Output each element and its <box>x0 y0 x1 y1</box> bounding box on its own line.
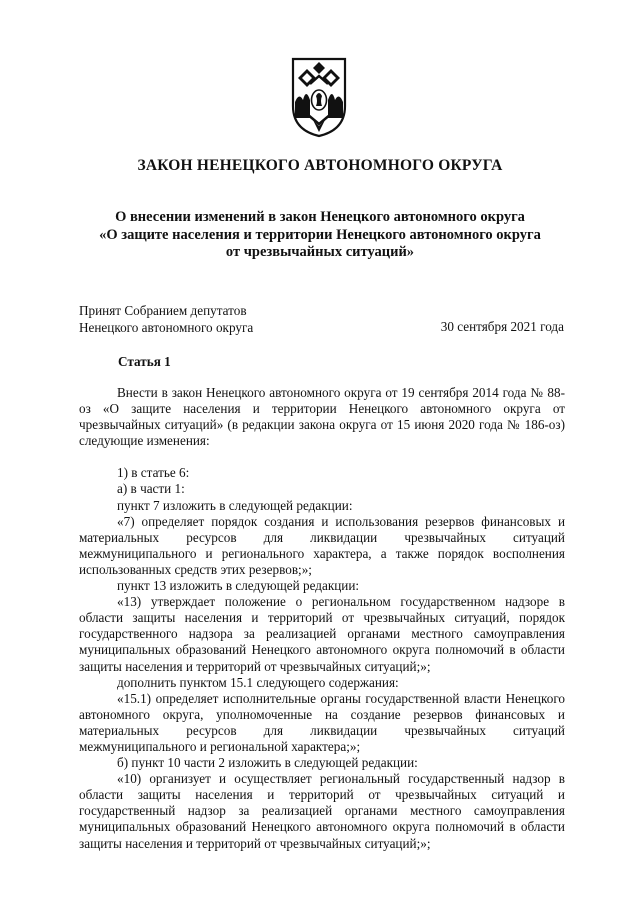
paragraph: пункт 13 изложить в следующей редакции: <box>117 578 360 594</box>
adoption-date: 30 сентября 2021 года <box>440 319 564 334</box>
law-title: ЗАКОН НЕНЕЦКОГО АВТОНОМНОГО ОКРУГА <box>137 157 503 174</box>
subtitle-line: О внесении изменений в закон Ненецкого автономного округа <box>115 209 525 225</box>
adoption-block <box>79 302 253 336</box>
paragraph: «10) организует и осуществляет региональный государственный надзор в области защиты населения и территорий от чрезвычайных ситуаций и государственный надзор за реализацией органами местного самоуправления муниципальных образований Ненецкого автономного округа полномочий в области защиты населения и территорий от чрезвычайных ситуаций;»; <box>79 771 565 851</box>
paragraph: а) в части 1: <box>117 481 185 497</box>
article-body <box>79 385 565 852</box>
law-subtitle <box>0 209 640 262</box>
paragraph: б) пункт 10 части 2 изложить в следующей редакции: <box>117 755 418 771</box>
subtitle-line: «О защите населения и территории Ненецкого автономного округа <box>99 226 541 243</box>
adopted-by-line: Ненецкого автономного округа <box>79 320 254 335</box>
paragraph: 1) в статье 6: <box>117 465 190 481</box>
article-heading: Статья 1 <box>118 354 171 369</box>
paragraph: пункт 7 изложить в следующей редакции: <box>117 497 353 513</box>
coat-of-arms-icon <box>290 56 348 138</box>
paragraph: «7) определяет порядок создания и использования резервов финансовых и материальных ресурсов для ликвидации чрезвычайных ситуаций межмуниципального и регионального характера, а также порядок восполнения использованных средств этих резервов;»; <box>79 513 565 577</box>
subtitle-line: от чрезвычайных ситуаций» <box>225 244 415 260</box>
paragraph: дополнить пунктом 15.1 следующего содержания: <box>117 674 399 690</box>
paragraph: «13) утверждает положение о региональном государственном надзоре в области защиты населения и территорий от чрезвычайных ситуаций, порядок государственного надзора за реализацией органами местного самоуправления муниципальных образований Ненецкого автономного округа полномочий в области защиты населения и территорий от чрезвычайных ситуаций;»; <box>79 594 565 674</box>
paragraph: Внести в закон Ненецкого автономного округа от 19 сентября 2014 года № 88-оз «О защите населения и территории Ненецкого автономного округа от чрезвычайных ситуаций» (в редакции закона округа от 15 июня 2020 года № 186-оз) следующие изменения: <box>79 385 565 449</box>
paragraph: «15.1) определяет исполнительные органы государственной власти Ненецкого автономного округа, уполномоченные на создание резервов финансовых и материальных ресурсов для ликвидации чрезвычайных ситуаций межмуниципального и региональной характера;»; <box>79 690 565 754</box>
adopted-by-line: Принят Собранием депутатов <box>79 303 247 318</box>
